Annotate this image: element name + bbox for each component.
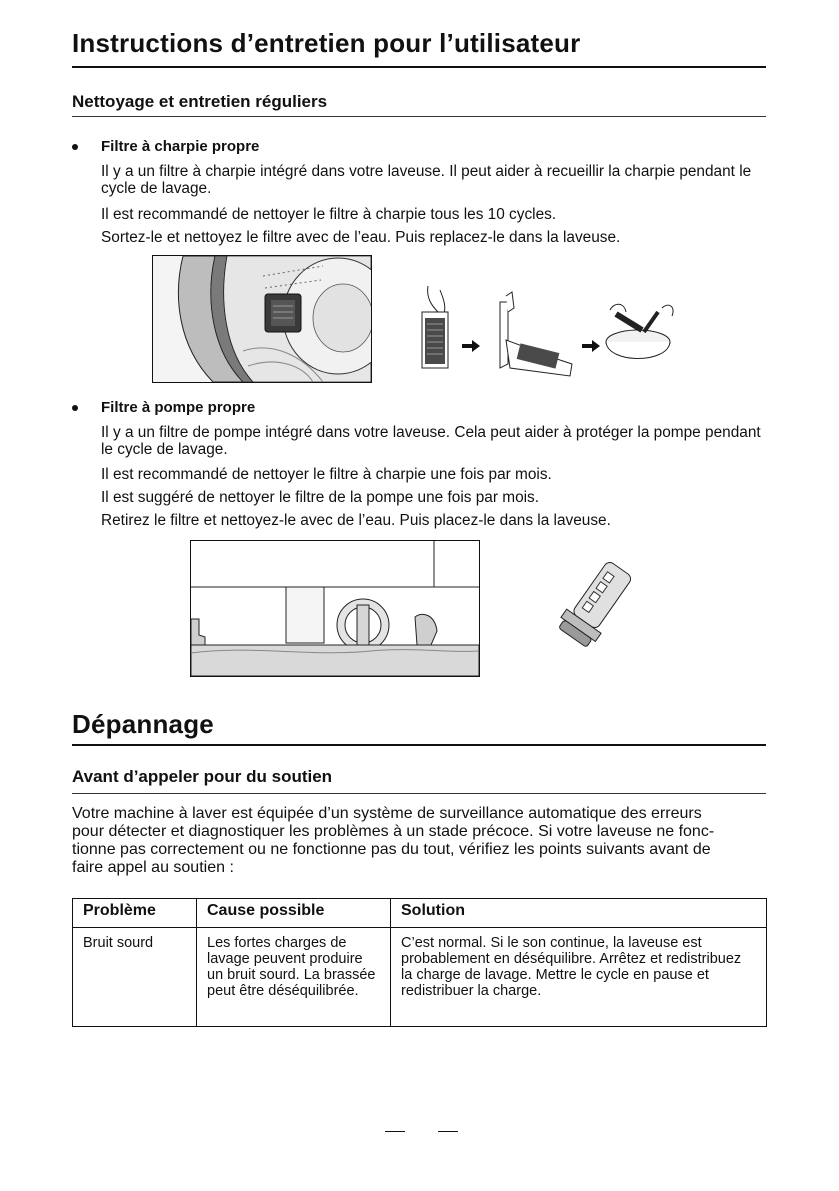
bullet-dot [72,144,78,150]
troubleshooting-subtitle: Avant d’appeler pour du soutien [72,767,333,786]
column-header-solution: Solution [391,899,767,928]
pump-filter-paragraph-3: Il est suggéré de nettoyer le filtre de la pompe une fois par mois. [101,489,540,506]
column-header-problem: Problème [73,899,197,928]
pump-filter-part-illustration [540,556,655,656]
lint-filter-paragraph-1: Il y a un filtre à charpie intégré dans votre laveuse. Il peut aider à recueillir la charpie pendant le cycle de lavage. [101,163,752,197]
page-number-line-left [385,1131,405,1132]
troubleshooting-table [72,898,767,1027]
pump-filter-paragraph-4: Retirez le filtre et nettoyez-le avec de l’eau. Puis placez-le dans la laveuse. [101,512,611,529]
table-row [73,928,767,1027]
troubleshooting-subtitle-rule [72,793,766,794]
cell-cause: Les fortes charges de lavage peuvent produire un bruit sourd. La brassée peut être déséquilibrée. [197,928,391,1027]
maintenance-subtitle: Nettoyage et entretien réguliers [72,92,328,111]
lint-filter-paragraph-3: Sortez-le et nettoyez le filtre avec de l’eau. Puis replacez-le dans la laveuse. [101,229,621,246]
pump-filter-paragraph-1: Il y a un filtre de pompe intégré dans votre laveuse. Cela peut aider à protéger la pompe pendant le cycle de lavage. [101,424,761,458]
bullet-dot [72,405,78,411]
pump-filter-paragraph-2: Il est recommandé de nettoyer le filtre à charpie une fois par mois. [101,466,552,483]
pump-filter-title: Filtre à pompe propre [101,399,256,416]
page-number-line-right [438,1131,458,1132]
pump-filter-location-illustration [190,540,480,677]
table-header-row [73,899,767,928]
cell-problem: Bruit sourd [73,928,197,1027]
column-header-cause: Cause possible [197,899,391,928]
troubleshooting-rule [72,744,766,746]
troubleshooting-intro: Votre machine à laver est équipée d’un système de surveillance automatique des erreurs pour détecter et diagnostiquer les problèmes à un stade précoce. Si votre laveuse ne fonc-tionne pas correctement ou ne fonctionne pas du tout, vérifiez les points suivants avant de faire appel au soutien : [72,805,715,876]
washer-drum-illustration [152,255,372,383]
troubleshooting-title: Dépannage [72,709,214,739]
page-title: Instructions d’entretien pour l’utilisateur [72,28,581,58]
title-rule [72,66,766,68]
lint-filter-title: Filtre à charpie propre [101,138,260,155]
cell-solution: C’est normal. Si le son continue, la laveuse est probablement en déséquilibre. Arrêtez et redistribuez la charge de lavage. Mettre le cycle en pause et redistribuer la charge. [391,928,767,1027]
subtitle-rule [72,116,766,117]
lint-filter-paragraph-2: Il est recommandé de nettoyer le filtre à charpie tous les 10 cycles. [101,206,557,223]
lint-filter-steps-illustration [410,284,680,384]
